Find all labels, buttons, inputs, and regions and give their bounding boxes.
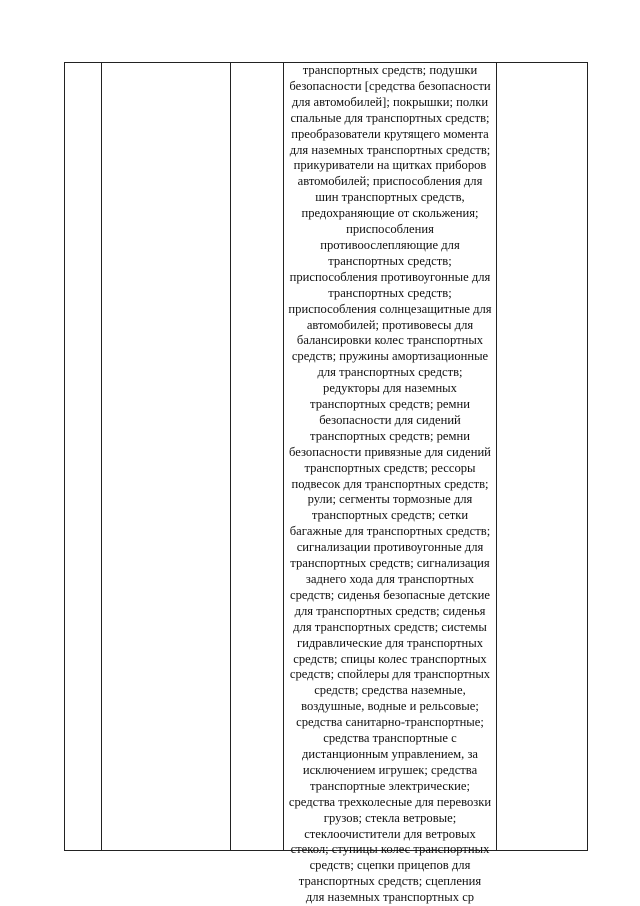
goods-line: багажные для транспортных средств; — [289, 524, 491, 539]
goods-list-text — [284, 63, 496, 905]
goods-line: приспособления солнцезащитные для — [288, 301, 492, 316]
goods-line: безопасности привязные для сидений — [289, 444, 491, 459]
table-row — [65, 63, 588, 851]
goods-line: транспортных средств; рессоры — [304, 460, 476, 475]
goods-line: для наземных транспортных средств; — [289, 142, 491, 157]
goods-line: для автомобилей]; покрышки; полки — [291, 94, 489, 109]
goods-line: гидравлические для транспортных — [296, 635, 484, 650]
goods-line: средств; спицы колес транспортных — [293, 651, 487, 666]
table-cell-mark — [102, 63, 231, 851]
goods-line: автомобилей; приспособления для — [297, 174, 483, 189]
goods-line: транспортных средств; сигнализация — [290, 556, 490, 571]
goods-line: транспортных средств; — [328, 253, 452, 268]
goods-line: средств; средства наземные, — [314, 683, 466, 698]
goods-line: для транспортных средств; системы — [293, 619, 487, 634]
goods-line: для транспортных средств; сиденья — [294, 603, 486, 618]
goods-line: преобразователи крутящего момента — [291, 126, 489, 141]
goods-line: заднего хода для транспортных — [305, 572, 475, 586]
goods-line: воздушные, водные и рельсовые; — [301, 699, 479, 714]
goods-line: транспортных средств; ремни — [310, 397, 470, 412]
goods-line: стеклоочистители для ветровых — [304, 826, 476, 841]
goods-line: для транспортных средств; — [317, 365, 463, 380]
table-cell-number — [65, 63, 102, 851]
goods-line: средства трехколесные для перевозки — [288, 794, 492, 809]
goods-line: приспособления — [346, 222, 434, 237]
goods-line: безопасности [средства безопасности — [289, 78, 491, 93]
goods-line: для наземных транспортных ср — [305, 890, 475, 905]
goods-line: шин транспортных средств, — [315, 190, 465, 205]
goods-line: спальные для транспортных средств; — [290, 110, 490, 125]
goods-line: транспортные электрические; — [310, 778, 470, 793]
goods-line: прикуриватели на щитках приборов — [293, 158, 487, 173]
goods-line: автомобилей; противовесы для — [306, 317, 474, 332]
goods-line: исключением игрушек; средства — [302, 762, 478, 777]
goods-line: средства транспортные с — [323, 731, 457, 746]
goods-line: средств; спойлеры для транспортных — [289, 667, 491, 682]
goods-line: сигнализации противоугонные для — [296, 540, 484, 555]
goods-line: транспортных средств; сцепления — [298, 874, 482, 889]
goods-line: транспортных средств; сетки — [311, 508, 469, 523]
goods-line: балансировки колес транспортных — [296, 333, 484, 348]
goods-line: транспортных средств; подушки — [302, 63, 478, 77]
table-cell-class — [231, 63, 284, 851]
goods-line: средств; сцепки прицепов для — [309, 858, 471, 873]
table-cell-goods — [284, 63, 497, 905]
goods-line: предохраняющие от скольжения; — [301, 206, 479, 221]
goods-line: противоослепляющие для — [320, 237, 460, 252]
goods-line: транспортных средств; — [328, 285, 452, 300]
goods-line: транспортных средств; ремни — [310, 428, 470, 443]
goods-line: безопасности для сидений — [319, 412, 461, 427]
goods-table — [64, 62, 588, 905]
goods-line: средства санитарно-транспортные; — [296, 715, 484, 730]
goods-line: средств; сиденья безопасные детские — [290, 587, 490, 602]
goods-line: стекол; ступицы колес транспортных — [290, 842, 490, 857]
goods-line: редукторы для наземных — [323, 381, 457, 396]
goods-line: грузов; стекла ветровые; — [323, 810, 457, 825]
table-cell-notes — [497, 63, 588, 851]
goods-line: подвесок для транспортных средств; — [291, 476, 489, 491]
goods-line: приспособления противоугонные для — [289, 269, 491, 284]
goods-line: средств; пружины амортизационные — [291, 349, 489, 364]
goods-line: дистанционным управлением, за — [301, 746, 479, 761]
goods-line: рули; сегменты тормозные для — [307, 492, 473, 507]
